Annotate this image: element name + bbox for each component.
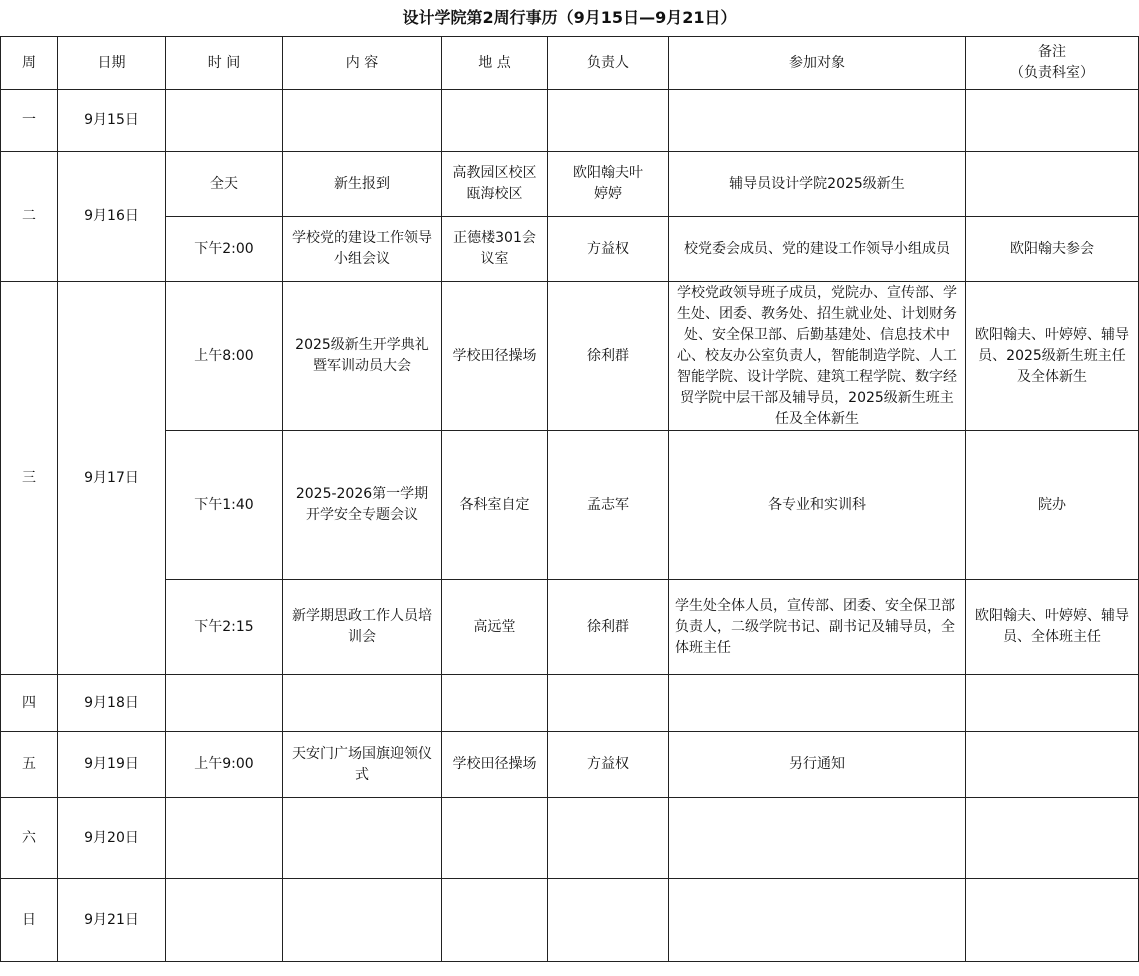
owner-cell: 徐利群 [548,580,669,675]
attendees-cell [669,90,966,152]
location-cell: 高教园区校区瓯海校区 [442,152,548,217]
time-cell [166,90,283,152]
content-cell: 新学期思政工作人员培训会 [283,580,442,675]
content-cell [283,675,442,732]
time-cell: 下午2:15 [166,580,283,675]
location-cell: 学校田径操场 [442,732,548,798]
time-cell [166,675,283,732]
header-week: 周 [1,37,58,90]
attendees-cell [669,675,966,732]
time-cell [166,798,283,879]
content-cell [283,879,442,962]
owner-cell [548,798,669,879]
attendees-cell [669,879,966,962]
week-cell: 五 [1,732,58,798]
content-cell [283,798,442,879]
remark-cell [966,152,1139,217]
attendees-cell: 另行通知 [669,732,966,798]
remark-cell [966,732,1139,798]
remark-cell: 院办 [966,431,1139,580]
location-cell: 学校田径操场 [442,282,548,431]
table-row [1,732,1139,798]
date-cell: 9月19日 [58,732,166,798]
week-cell: 日 [1,879,58,962]
table-row [1,431,1139,580]
time-cell: 下午1:40 [166,431,283,580]
table-row [1,675,1139,732]
table-row [1,879,1139,962]
owner-cell: 孟志军 [548,431,669,580]
page-title: 设计学院第2周行事历（9月15日—9月21日） [402,8,737,27]
location-cell: 正德楼301会议室 [442,217,548,282]
table-row [1,580,1139,675]
attendees-cell: 辅导员设计学院2025级新生 [669,152,966,217]
time-cell: 下午2:00 [166,217,283,282]
schedule-table [0,36,1139,962]
owner-cell: 徐利群 [548,282,669,431]
time-cell: 全天 [166,152,283,217]
date-cell: 9月18日 [58,675,166,732]
owner-cell: 欧阳翰夫叶婷婷 [548,152,669,217]
header-content: 内 容 [283,37,442,90]
location-cell [442,90,548,152]
header-remark-line1: 备注 [1038,44,1066,60]
content-cell: 新生报到 [283,152,442,217]
week-cell: 二 [1,152,58,282]
attendees-cell: 学校党政领导班子成员，党院办、宣传部、学生处、团委、教务处、招生就业处、计划财务处、安全保卫部、后勤基建处、信息技术中心、校友办公室负责人，智能制造学院、人工智能学院、设计学院、建筑工程学院、数字经贸学院中层干部及辅导员，2025级新生班主任及全体新生 [669,282,966,431]
attendees-cell [669,798,966,879]
header-attendees: 参加对象 [669,37,966,90]
content-cell: 2025级新生开学典礼暨军训动员大会 [283,282,442,431]
content-cell [283,90,442,152]
location-cell [442,675,548,732]
remark-cell [966,675,1139,732]
week-cell: 三 [1,282,58,675]
content-cell: 学校党的建设工作领导小组会议 [283,217,442,282]
header-date: 日期 [58,37,166,90]
week-cell: 一 [1,90,58,152]
owner-cell [548,879,669,962]
table-row [1,798,1139,879]
header-remark-line2: （负责科室） [1010,65,1094,81]
week-cell: 六 [1,798,58,879]
table-row [1,152,1139,217]
time-cell: 上午8:00 [166,282,283,431]
date-cell: 9月20日 [58,798,166,879]
date-cell: 9月16日 [58,152,166,282]
date-cell: 9月21日 [58,879,166,962]
time-cell [166,879,283,962]
attendees-cell: 各专业和实训科 [669,431,966,580]
location-cell [442,879,548,962]
header-location: 地 点 [442,37,548,90]
attendees-cell: 学生处全体人员，宣传部、团委、安全保卫部负责人，二级学院书记、副书记及辅导员，全体班主任 [669,580,966,675]
remark-cell: 欧阳翰夫、叶婷婷、辅导员、2025级新生班主任及全体新生 [966,282,1139,431]
remark-cell: 欧阳翰夫参会 [966,217,1139,282]
owner-cell: 方益权 [548,217,669,282]
date-cell: 9月15日 [58,90,166,152]
owner-cell [548,675,669,732]
week-cell: 四 [1,675,58,732]
owner-cell: 方益权 [548,732,669,798]
date-cell: 9月17日 [58,282,166,675]
header-remark [966,37,1139,90]
header-row [1,37,1139,90]
table-row [1,217,1139,282]
header-time: 时 间 [166,37,283,90]
remark-cell: 欧阳翰夫、叶婷婷、辅导员、全体班主任 [966,580,1139,675]
attendees-cell: 校党委会成员、党的建设工作领导小组成员 [669,217,966,282]
content-cell: 2025-2026第一学期开学安全专题会议 [283,431,442,580]
table-row [1,282,1139,431]
table-row [1,90,1139,152]
time-cell: 上午9:00 [166,732,283,798]
remark-cell [966,798,1139,879]
content-cell: 天安门广场国旗迎领仪式 [283,732,442,798]
location-cell [442,798,548,879]
header-owner: 负责人 [548,37,669,90]
location-cell: 高远堂 [442,580,548,675]
remark-cell [966,90,1139,152]
location-cell: 各科室自定 [442,431,548,580]
remark-cell [966,879,1139,962]
owner-cell [548,90,669,152]
